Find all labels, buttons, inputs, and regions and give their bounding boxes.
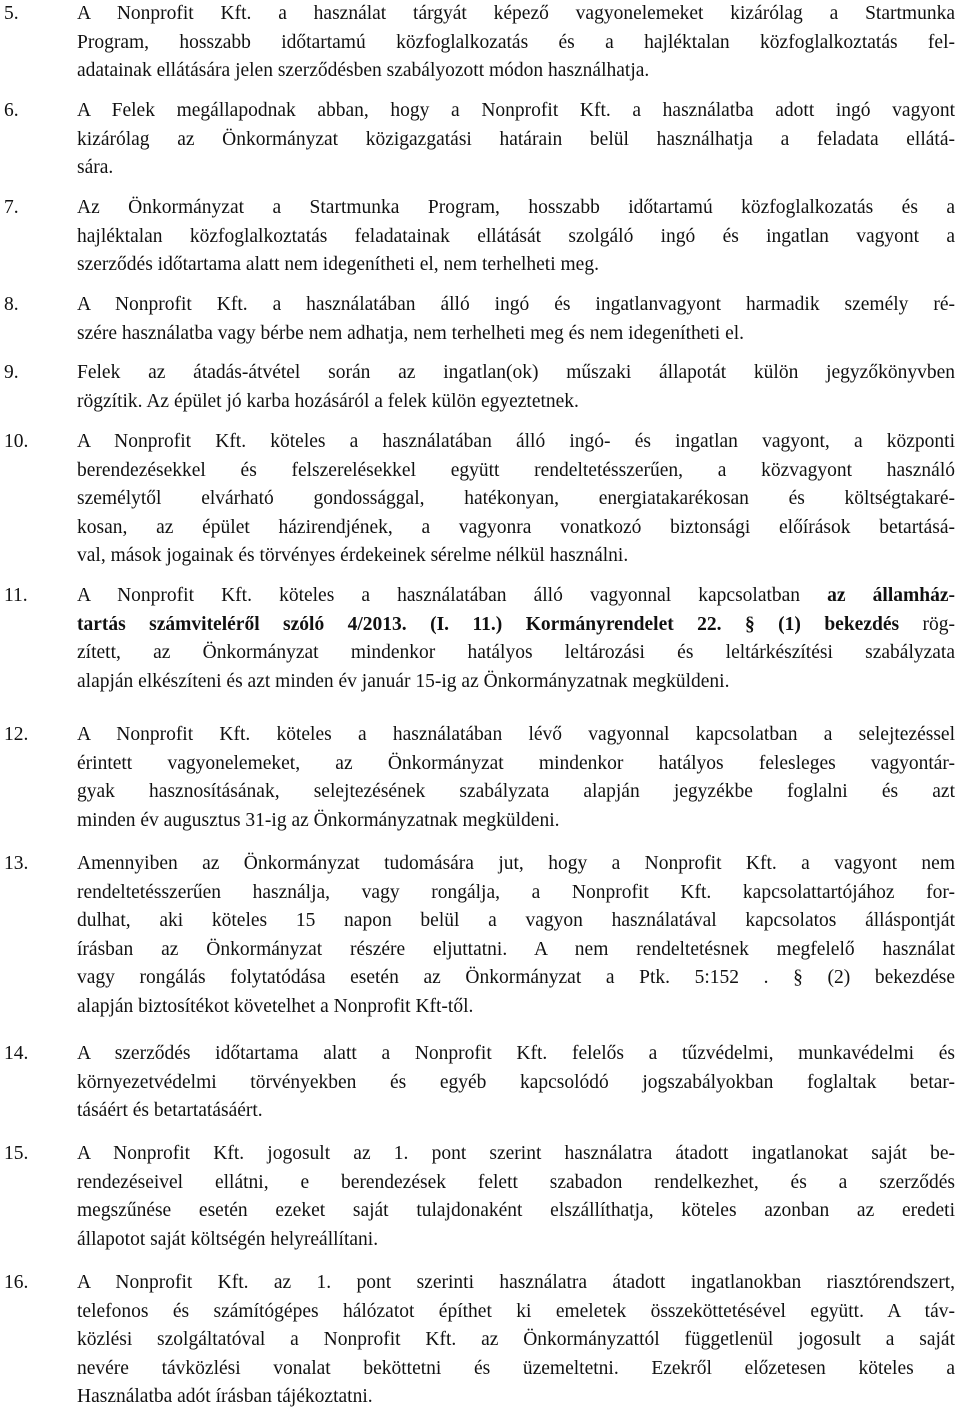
text-line: Az Önkormányzat a Startmunka Program, hosszabb időtartamú közfoglalkozatás és a — [77, 197, 955, 218]
text-line: telefonos és számítógépes hálózatot építhet ki emeletek összeköttetésével együtt. A táv- — [77, 1300, 955, 1322]
item-text — [77, 850, 955, 1021]
text-line: A Nonprofit Kft. az 1. pont szerinti használatra átadott ingatlanokban riasztórendszert, — [77, 1272, 955, 1293]
text-line: Használatba adót írásban tájékoztatni. — [77, 1386, 373, 1407]
text-line: nevére távközlési vonalat beköttetni és üzemeltetni. Ezekről előzetesen köteles a — [77, 1357, 955, 1379]
text-line: rendezéseivel ellátni, e berendezések felett szabadon rendelkezhet, és a szerződés — [77, 1171, 955, 1193]
item-number: 7. — [4, 197, 19, 218]
text-line: hajléktalan közfoglalkoztatás feladatainak ellátását szolgáló ingó és ingatlan vagyont a — [77, 225, 955, 247]
item-number: 14. — [4, 1043, 29, 1064]
item-text — [77, 582, 955, 696]
text-line: Program, hosszabb időtartamú közfoglalkozatás és a hajléktalan közfoglalkoztatás fel- — [77, 31, 955, 53]
item-text — [77, 1040, 955, 1126]
item-number: 6. — [4, 100, 19, 121]
item-text — [77, 1140, 955, 1254]
text-line: kosan, az épület házirendjének, a vagyonra vonatkozó biztonsági előírások betartásá- — [77, 516, 955, 538]
item-text — [77, 428, 955, 571]
text-line: Amennyiben az Önkormányzat tudomására jut, hogy a Nonprofit Kft. a vagyont nem — [77, 853, 955, 874]
text-line: gyak hasznosításának, selejtezésének szabályzata alapján jegyzékbe foglalni és azt — [77, 781, 955, 802]
text-run: rög- — [899, 613, 955, 635]
item-number: 13. — [4, 853, 29, 874]
item-text — [77, 1269, 955, 1412]
item-text — [77, 291, 955, 348]
text-line: környezetvédelmi törvényekben és egyéb kapcsolódó jogszabályokban foglaltak betar- — [77, 1071, 955, 1093]
text-line: dulhat, aki köteles 15 napon belül a vagyon használatával kapcsolatos álláspontját — [77, 910, 955, 931]
text-line: közlési szolgáltatóval a Nonprofit Kft. az Önkormányzattól függetlenül jogosult a saját — [77, 1329, 955, 1350]
text-line: szére használatba vagy bérbe nem adhatja, nem terhelheti meg és nem idegenítheti el. — [77, 322, 745, 344]
text-line: állapotot saját költségén helyreállítani. — [77, 1228, 379, 1250]
text-line — [77, 582, 955, 611]
item-text — [77, 359, 955, 416]
text-line: A szerződés időtartama alatt a Nonprofit Kft. felelős a tűzvédelmi, munkavédelmi és — [77, 1043, 955, 1064]
text-line: minden év augusztus 31-ig az Önkormányzatnak megküldeni. — [77, 809, 560, 831]
item-number: 10. — [4, 431, 29, 452]
text-line: szerződés időtartama alatt nem idegenítheti el, nem terhelheti meg. — [77, 254, 599, 275]
text-line: alapján elkészíteni és azt minden év január 15-ig az Önkormányzatnak megküldeni. — [77, 670, 730, 692]
text-line: sára. — [77, 157, 114, 178]
text-line: személytől elvárható gondossággal, hatékonyan, energiatakarékosan és költségtakaré- — [77, 488, 955, 509]
item-text — [77, 0, 955, 86]
item-number: 5. — [4, 3, 19, 24]
text-line: Felek az átadás-átvétel során az ingatlan(ok) műszaki állapotát külön jegyzőkönyvben — [77, 362, 955, 383]
text-line: A Felek megállapodnak abban, hogy a Nonprofit Kft. a használatba adott ingó vagyont — [77, 100, 955, 121]
text-line: val, mások jogainak és törvényes érdekeinek sérelme nélkül használni. — [77, 545, 629, 566]
item-number: 8. — [4, 294, 19, 315]
decree-reference-bold: tartás számviteléről szóló 4/2013. (I. 11.) Kormányrendelet 22. § (1) bekezdés — [77, 613, 900, 635]
text-line — [77, 611, 955, 640]
item-number: 12. — [4, 724, 29, 745]
item-number: 15. — [4, 1143, 29, 1164]
text-line: megszűnése esetén ezeket saját tulajdonaként elszállíthatja, köteles azonban az eredeti — [77, 1200, 955, 1221]
text-run: A Nonprofit Kft. köteles a használatában álló vagyonnal kapcsolatban — [77, 585, 828, 606]
text-line: alapján biztosítékot követelhet a Nonprofit Kft-től. — [77, 995, 474, 1017]
item-text — [77, 97, 955, 183]
text-line: rögzítik. Az épület jó karba hozásáról a felek külön egyeztetnek. — [77, 390, 579, 412]
text-line: A Nonprofit Kft. a használatában álló ingó és ingatlanvagyont harmadik személy ré- — [77, 294, 955, 315]
item-number: 16. — [4, 1272, 29, 1293]
text-line: zített, az Önkormányzat mindenkor hatályos leltározási és leltárkészítési szabályzata — [77, 642, 955, 663]
text-line: tásáért és betartatásáért. — [77, 1100, 263, 1121]
text-line: A Nonprofit Kft. köteles a használatában lévő vagyonnal kapcsolatban a selejtezéssel — [77, 724, 955, 745]
text-line: rendeltetésszerűen használja, vagy rongálja, a Nonprofit Kft. kapcsolattartójához for- — [77, 881, 955, 903]
text-line: vagy rongálás folytatódása esetén az Önkormányzat a Ptk. 5:152 . § (2) bekezdése — [77, 967, 955, 988]
item-text — [77, 721, 955, 835]
text-line: A Nonprofit Kft. köteles a használatában álló ingó- és ingatlan vagyont, a központi — [77, 431, 955, 452]
item-number: 9. — [4, 362, 19, 383]
text-line: A Nonprofit Kft. jogosult az 1. pont szerint használatra átadott ingatlanokat saját be- — [77, 1143, 955, 1164]
decree-reference-bold: az államház- — [827, 585, 955, 606]
item-text — [77, 194, 955, 280]
text-line: berendezésekkel és felszerelésekkel együtt rendeltetésszerűen, a közvagyont használó — [77, 459, 955, 481]
text-line: A Nonprofit Kft. a használat tárgyát képező vagyonelemeket kizárólag a Startmunka — [77, 3, 955, 24]
text-line: érintett vagyonelemeket, az Önkormányzat mindenkor hatályos felesleges vagyontár- — [77, 752, 955, 774]
text-line: kizárólag az Önkormányzat közigazgatási határain belül használhatja a feladata ellátá- — [77, 128, 955, 150]
text-line: írásban az Önkormányzat részére eljuttatni. A nem rendeltetésnek megfelelő használat — [77, 938, 955, 960]
text-line: adatainak ellátására jelen szerződésben szabályozott módon használhatja. — [77, 60, 650, 81]
item-number: 11. — [4, 585, 28, 606]
